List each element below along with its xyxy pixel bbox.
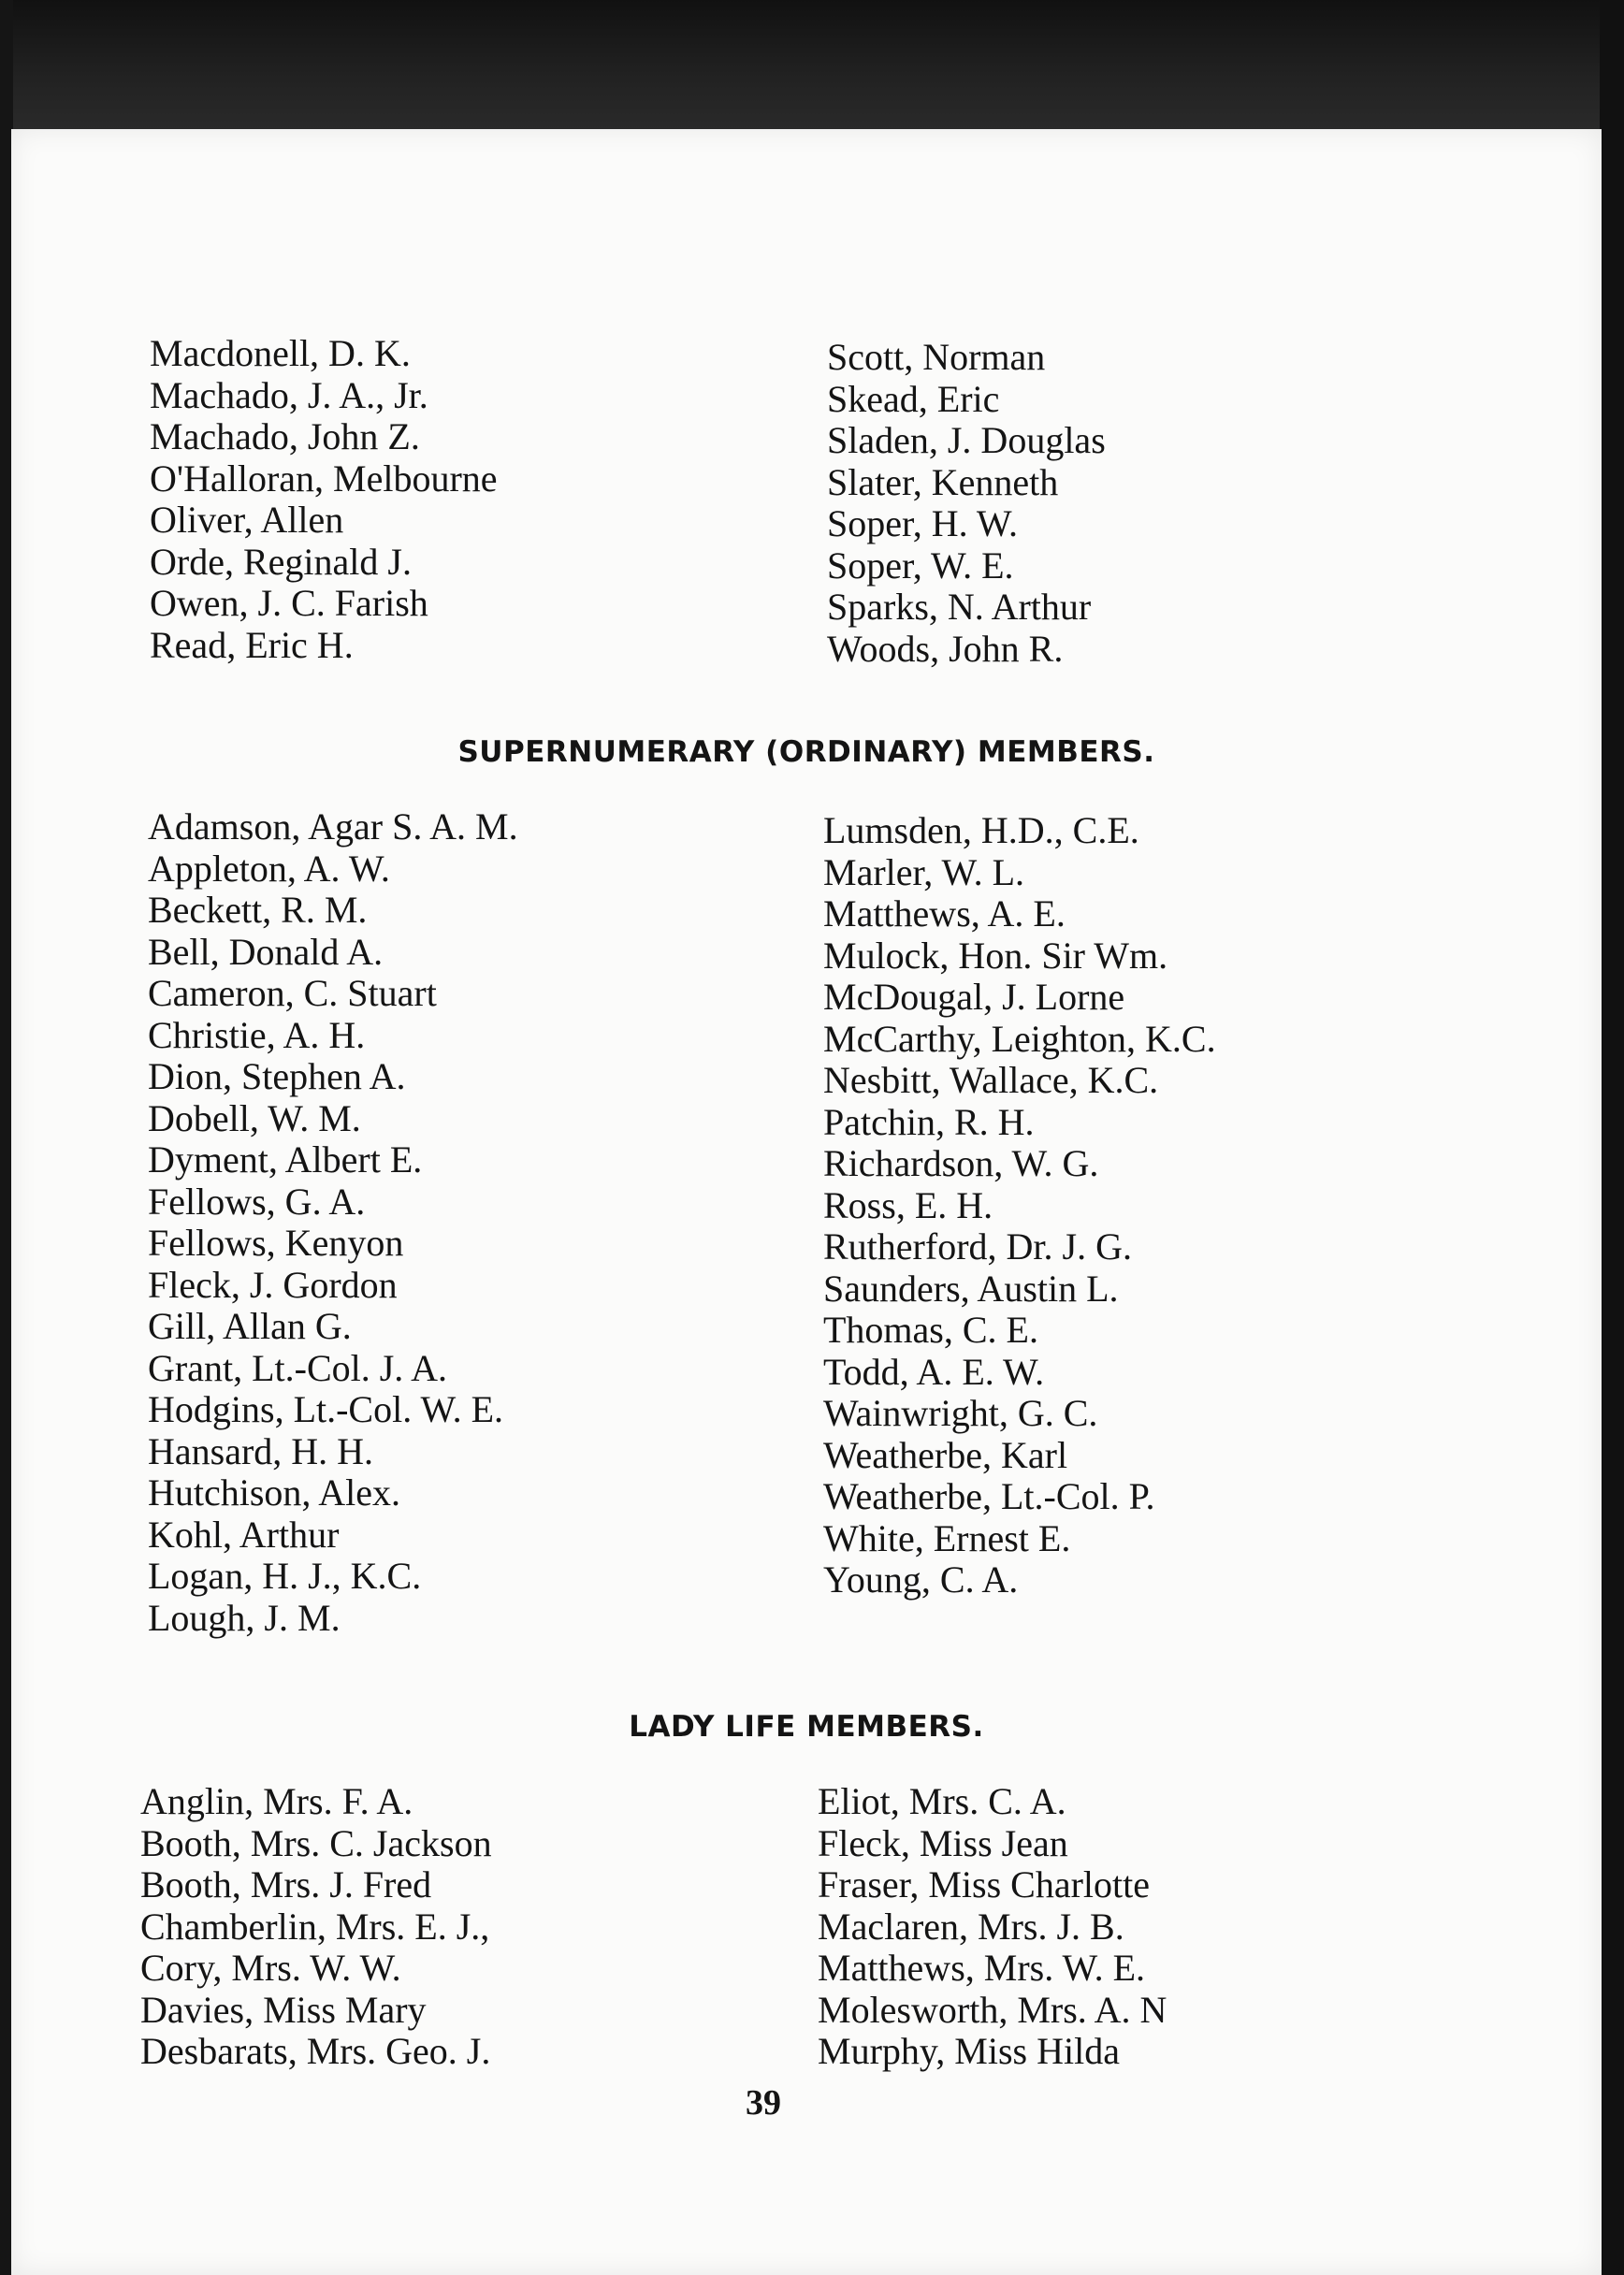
member-name: Hansard, H. H.: [148, 1429, 374, 1472]
member-name: Fleck, Miss Jean: [818, 1821, 1068, 1864]
member-name: Cory, Mrs. W. W.: [140, 1947, 401, 1989]
member-name: Weatherbe, Karl: [823, 1433, 1068, 1476]
member-name: Skead, Eric: [827, 377, 1000, 420]
member-name: Weatherbe, Lt.-Col. P.: [823, 1475, 1155, 1517]
member-name: McCarthy, Leighton, K.C.: [823, 1017, 1216, 1060]
member-name: Owen, J. C. Farish: [150, 582, 428, 624]
member-name: Grant, Lt.-Col. J. A.: [148, 1346, 447, 1389]
member-name: Orde, Reginald J.: [150, 540, 412, 583]
member-name: Gill, Allan G.: [148, 1305, 352, 1347]
top-right-column: [827, 337, 1106, 670]
lady-life-heading: LADY LIFE MEMBERS.: [629, 1710, 984, 1744]
member-name: O'Halloran, Melbourne: [150, 456, 498, 500]
member-name: White, Ernest E.: [823, 1516, 1071, 1559]
member-name: Logan, H. J., K.C.: [148, 1555, 422, 1597]
member-name: Woods, John R.: [827, 627, 1064, 670]
member-name: Young, C. A.: [823, 1558, 1019, 1601]
supernumerary-heading: SUPERNUMERARY (ORDINARY) MEMBERS.: [457, 735, 1155, 769]
member-name: Dion, Stephen A.: [148, 1055, 406, 1097]
member-name: Thomas, C. E.: [823, 1309, 1038, 1351]
member-name: Molesworth, Mrs. A. N: [818, 1988, 1167, 2031]
member-name: Lumsden, H.D., C.E.: [823, 809, 1139, 851]
member-name: Slater, Kenneth: [827, 460, 1059, 503]
member-name: Sladen, J. Douglas: [827, 419, 1106, 461]
lady-life-left-column: [140, 1781, 492, 2073]
member-name: Marler, W. L.: [823, 850, 1025, 893]
member-name: Fellows, Kenyon: [148, 1222, 404, 1264]
member-name: Todd, A. E. W.: [823, 1350, 1045, 1393]
member-name: Hodgins, Lt.-Col. W. E.: [148, 1388, 504, 1430]
member-name: Chamberlin, Mrs. E. J.,: [140, 1905, 490, 1948]
lady-life-right-column: [818, 1781, 1167, 2073]
member-name: Christie, A. H.: [148, 1013, 366, 1056]
member-name: Fellows, G. A.: [148, 1180, 366, 1223]
page-number: 39: [746, 2083, 781, 2123]
member-name: Kohl, Arthur: [148, 1513, 340, 1556]
member-name: Lough, J. M.: [148, 1596, 341, 1639]
member-name: Dobell, W. M.: [148, 1096, 361, 1139]
member-name: Fleck, J. Gordon: [148, 1263, 398, 1306]
member-name: Maclaren, Mrs. J. B.: [818, 1905, 1124, 1948]
member-name: Scott, Norman: [827, 336, 1046, 378]
member-name: Ross, E. H.: [823, 1183, 993, 1226]
member-name: Rutherford, Dr. J. G.: [823, 1225, 1132, 1268]
member-name: Machado, John Z.: [150, 415, 420, 457]
scan-border-right: [1600, 0, 1624, 2275]
member-name: Wainwright, G. C.: [823, 1392, 1098, 1434]
member-name: Read, Eric H.: [150, 623, 354, 666]
member-name: Sparks, N. Arthur: [827, 586, 1092, 628]
member-name: Booth, Mrs. C. Jackson: [140, 1821, 492, 1864]
member-name: Soper, W. E.: [827, 543, 1014, 587]
member-name: Matthews, Mrs. W. E.: [818, 1947, 1145, 1989]
member-name: Adamson, Agar S. A. M.: [148, 805, 518, 848]
member-name: Machado, J. A., Jr.: [150, 373, 428, 416]
member-name: Dyment, Albert E.: [148, 1138, 423, 1181]
member-name: Richardson, W. G.: [823, 1142, 1099, 1184]
scan-border-top: [0, 0, 1624, 131]
member-name: Desbarats, Mrs. Geo. J.: [140, 2030, 491, 2072]
member-name: Appleton, A. W.: [148, 847, 390, 890]
member-name: Eliot, Mrs. C. A.: [818, 1780, 1066, 1822]
member-name: McDougal, J. Lorne: [823, 976, 1125, 1018]
member-name: Booth, Mrs. J. Fred: [140, 1863, 432, 1905]
member-name: Matthews, A. E.: [823, 892, 1066, 935]
member-name: Nesbitt, Wallace, K.C.: [823, 1059, 1159, 1101]
supernumerary-right-column: [823, 810, 1216, 1601]
member-name: Saunders, Austin L.: [823, 1267, 1119, 1310]
member-name: Patchin, R. H.: [823, 1100, 1035, 1143]
member-name: Murphy, Miss Hilda: [818, 2030, 1120, 2072]
supernumerary-left-column: [148, 806, 518, 1639]
member-name: Oliver, Allen: [150, 499, 344, 541]
member-name: Mulock, Hon. Sir Wm.: [823, 934, 1168, 977]
member-name: Fraser, Miss Charlotte: [818, 1863, 1151, 1905]
member-name: Soper, H. W.: [827, 502, 1018, 544]
top-left-column: [150, 333, 498, 666]
member-name: Cameron, C. Stuart: [148, 972, 437, 1014]
member-name: Anglin, Mrs. F. A.: [140, 1780, 413, 1822]
document-page: [11, 129, 1602, 2275]
member-name: Davies, Miss Mary: [140, 1988, 427, 2031]
member-name: Hutchison, Alex.: [148, 1471, 400, 1514]
member-name: Macdonell, D. K.: [150, 332, 411, 374]
member-name: Bell, Donald A.: [148, 930, 384, 973]
member-name: Beckett, R. M.: [148, 889, 368, 931]
